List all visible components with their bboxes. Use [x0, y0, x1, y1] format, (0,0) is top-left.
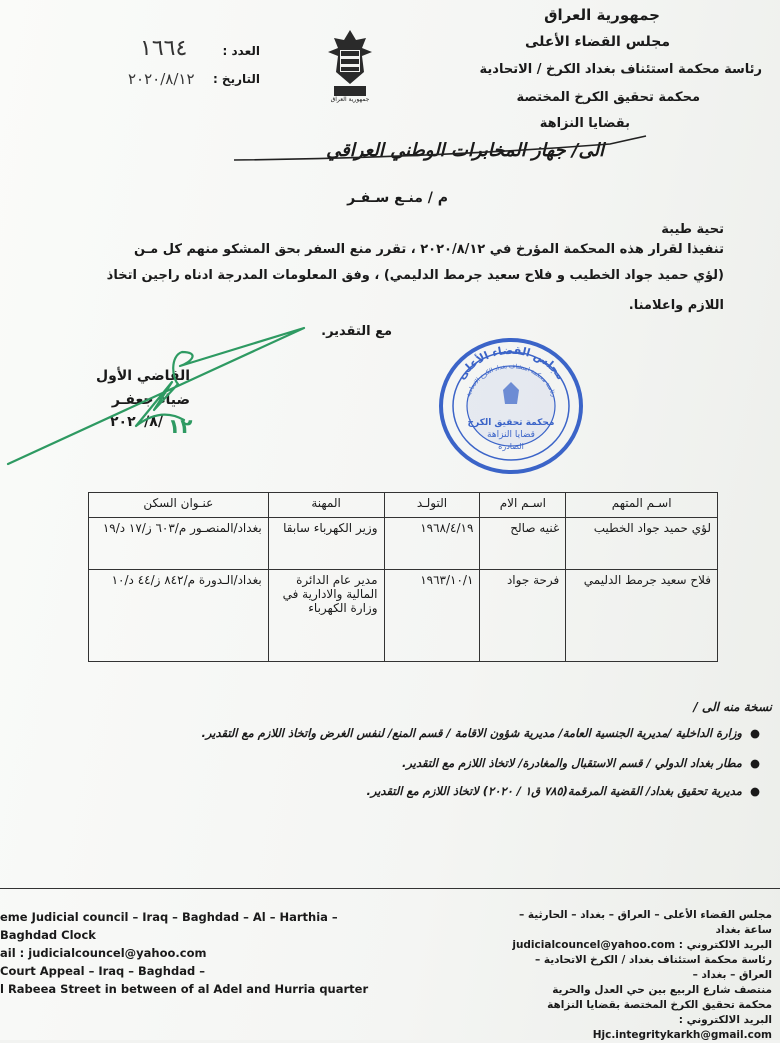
- number-value: ١٦٦٤: [140, 36, 188, 61]
- footer-right-line-5: محكمة تحقيق الكرخ المختصة بقضايا النزاهة: [547, 999, 772, 1011]
- footer-left-line-2: ail : judicialcouncel@yahoo.com: [0, 946, 207, 960]
- presidency-title: رئاسة محكمة استئناف بغداد الكرخ / الاتحادية: [479, 62, 762, 77]
- copies-heading: نسخة منه الى /: [693, 700, 772, 714]
- recipient-line: الى/ جهاز المخابرات الوطني العراقي: [326, 140, 604, 161]
- cell-occupation: وزير الكهرباء سابقا: [268, 518, 384, 570]
- footer-right-line-4: منتصف شارع الربيع بين حي العدل والحرية: [552, 984, 772, 996]
- recipient-underline: [230, 132, 650, 166]
- header-birth-date: التولـد: [384, 493, 480, 518]
- footer-right-line-6: البريد الالكتروني : Hjc.integritykarkh@gmail.com: [592, 1014, 772, 1041]
- court-title: محكمة تحقيق الكرخ المختصة: [516, 90, 700, 105]
- body-line-2: (لؤي حميد جواد الخطيب و فلاح سعيد جرمط الدليمي) ، وفق المعلومات المدرجة ادناه راجين اتخاذ: [106, 268, 724, 283]
- republic-title: جمهورية العراق: [544, 6, 660, 24]
- stamp-inner-top-text: رئاسة محكمة استئناف بغداد الكرخ الاتحادية: [464, 362, 558, 398]
- cell-accused-name: فلاح سعيد جرمط الدليمي: [566, 570, 718, 662]
- stamp-outer-text: مجلس القضاء الأعلى: [454, 343, 568, 383]
- header-address: عنـوان السكن: [89, 493, 269, 518]
- table-row: [89, 518, 718, 570]
- bullet-icon: ●: [741, 756, 760, 770]
- cell-address: بغداد/الـدورة م/٨٤٢ ز/٤٤ د/١٠: [89, 570, 269, 662]
- body-line-1: تنفيذا لقرار هذه المحكمة المؤرخ في ٢٠٢٠/٨/١٢ ، تقرر منع السفر بحق المشكو منهم كل مـن: [134, 242, 724, 257]
- footer-right-line-3: رئاسة محكمة استئناف بغداد / الكرخ الاتحادية – العراق – بغداد –: [534, 954, 772, 981]
- copy-item: ● وزارة الداخلية /مديرية الجنسية العامة/ مديرية شؤون الاقامة / قسم المنع/ لنفس الغرض واتخاذ اللازم مع التقدير.: [201, 726, 760, 740]
- footer-right-line-1: مجلس القضاء الأعلى – العراق – بغداد – الحارثية – ساعة بغداد: [519, 909, 772, 936]
- closing-line: مع التقدير.: [321, 324, 392, 339]
- header-occupation: المهنة: [268, 493, 384, 518]
- footer-left-line-4: l Rabeea Street in between of al Adel and Hurria quarter: [0, 982, 369, 996]
- stamp-line-2: قضايا النزاهة: [487, 430, 535, 440]
- footer-divider: [0, 888, 780, 889]
- number-label: العدد :: [222, 44, 260, 58]
- footer-left-line-1: eme Judicial council – Iraq – Baghdad – Al – Harthia – Baghdad Clock: [0, 910, 338, 942]
- footer-left-line-3: Court Appeal – Iraq – Baghdad –: [0, 964, 205, 978]
- date-value: ٢٠٢٠/٨/١٢: [128, 70, 195, 88]
- signature-handwritten-day: ١٢: [168, 414, 193, 438]
- greeting: تحية طيبة: [661, 222, 724, 237]
- stamp-line-1: محكمة تحقيق الكرخ: [467, 418, 555, 428]
- header-mother-name: اسـم الام: [480, 493, 566, 518]
- footer-right-line-2: البريد الالكتروني : judicialcouncel@yahoo.com: [512, 939, 772, 951]
- footer-right: [502, 908, 772, 1043]
- bullet-icon: ●: [741, 726, 760, 740]
- cell-occupation: مدير عام الدائرة المالية والادارية في وزارة الكهرباء: [268, 570, 384, 662]
- cell-accused-name: لؤي حميد جواد الخطيب: [566, 518, 718, 570]
- date-label: التاريخ :: [212, 72, 260, 86]
- cell-address: بغداد/المنصـور م/٦٠٣ ز/١٧ د/١٩: [89, 518, 269, 570]
- copy-item: ● مطار بغداد الدولي / قسم الاستقبال والمغادرة/ لاتخاذ اللازم مع التقدير.: [402, 756, 760, 770]
- table-row: [89, 570, 718, 662]
- signature-date: ٢٠٢٠/٨/: [110, 414, 163, 430]
- signature-title: القاضي الأول: [95, 368, 190, 384]
- iraq-emblem-icon: [326, 26, 374, 106]
- cell-mother-name: غنيه صالح: [480, 518, 566, 570]
- signature-name: ضياء جعفـر: [111, 392, 190, 408]
- cell-birth-date: ١٩٦٨/٤/١٩: [384, 518, 480, 570]
- integrity-title: بقضايا النزاهة: [539, 116, 630, 131]
- body-line-3: اللازم واعلامنا.: [628, 298, 724, 313]
- header-accused-name: اسـم المتهم: [566, 493, 718, 518]
- subject-line: م / منـع سـفـر: [347, 190, 448, 206]
- cell-birth-date: ١٩٦٣/١٠/١: [384, 570, 480, 662]
- table-header-row: [89, 493, 718, 518]
- bullet-icon: ●: [741, 784, 760, 798]
- stamp-line-3: الصادرة: [498, 442, 524, 451]
- copy-item: ● مديرية تحقيق بغداد/ القضية المرقمة(٧٨٥ ق١ / ٢٠٢٠) لاتخاذ اللازم مع التقدير.: [366, 784, 760, 798]
- court-stamp: [436, 336, 586, 476]
- emblem-caption: جمهورية العراق: [330, 96, 370, 103]
- cell-mother-name: فرحة جواد: [480, 570, 566, 662]
- footer-left: [0, 908, 380, 998]
- handwritten-signature: [4, 322, 310, 470]
- accused-table: [88, 492, 718, 662]
- council-title: مجلس القضاء الأعلى: [524, 34, 670, 50]
